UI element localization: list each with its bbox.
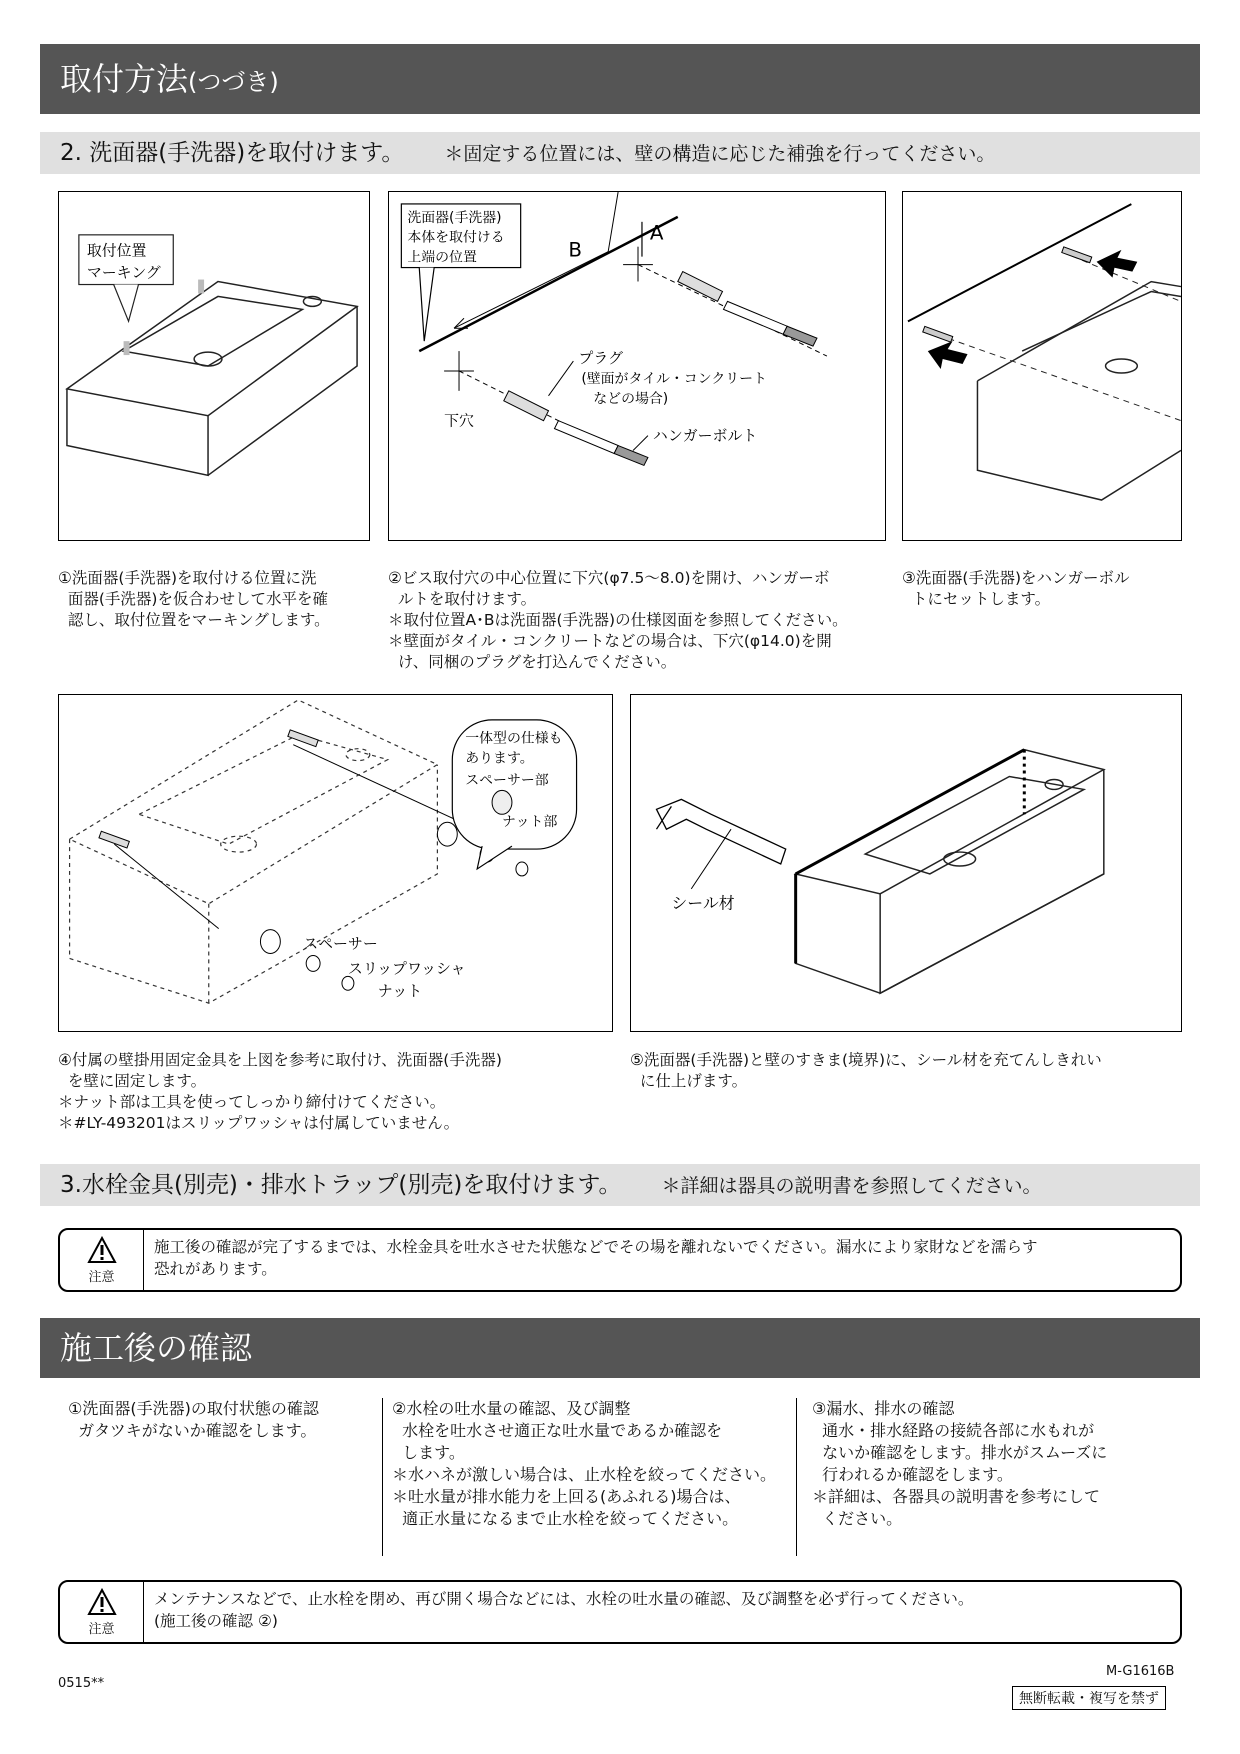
column-divider-2	[796, 1398, 797, 1556]
set-basin-illustration	[903, 192, 1181, 540]
figure-1-marking	[58, 191, 370, 541]
dimension-b-label: B	[568, 238, 583, 262]
plug-label: プラグ	[578, 349, 624, 368]
marking-callout-line2: マーキング	[86, 263, 161, 282]
caption-step-5: ⑤洗面器(手洗器)と壁のすきま(境界)に、シール材を充てんしきれい に仕上げます。	[630, 1051, 1102, 1090]
position-callout-line1: 洗面器(手洗器)	[407, 209, 502, 226]
spacer-label: スペーサー	[303, 934, 378, 953]
figure-2-hanger-bolt	[388, 191, 886, 541]
nut-part-label: ナット部	[502, 814, 558, 831]
header2-title: 施工後の確認	[60, 1329, 253, 1367]
section-header-installation	[40, 44, 1200, 114]
section2-bar	[40, 132, 1200, 174]
warning-triangle-icon	[87, 1588, 117, 1616]
check-column-2: ②水栓の吐水量の確認、及び調整 水栓を吐水させ適正な吐水量であるか確認を します。 ＊水ハネが激しい場合は、止水栓を絞ってください。 ＊吐水量が排水能力を上回る(あふれる)場合は、 適正水量になるまで止水栓を絞ってください。	[392, 1399, 777, 1528]
caption-step-1: ①洗面器(手洗器)を取付ける位置に洗 面器(手洗器)を仮合わせして水平を確 認し、取付位置をマーキングします。	[58, 569, 330, 629]
bubble-line1: 一体型の仕様も	[465, 730, 563, 747]
dimension-a-label: A	[649, 221, 664, 245]
figure-3-set-basin	[902, 191, 1182, 541]
section3-title: 3.水栓金具(別売)・排水トラップ(別売)を取付けます。	[60, 1172, 622, 1198]
section2-note: ＊固定する位置には、壁の構造に応じた補強を行ってください。	[444, 143, 996, 165]
check-column-3: ③漏水、排水の確認 通水・排水経路の接続各部に水もれが ないか確認をします。排水がスムーズに 行われるか確認をします。 ＊詳細は、各器具の説明書を参考にして ください。	[812, 1399, 1108, 1528]
fixing-hardware-illustration	[59, 695, 612, 1031]
figure-5-sealant	[630, 694, 1182, 1032]
position-callout-line3: 上端の位置	[407, 249, 477, 266]
figure-4-fixing	[58, 694, 613, 1032]
nut-label: ナット	[377, 982, 423, 1001]
sealant-illustration	[631, 695, 1181, 1031]
bubble-line2: あります。	[465, 750, 534, 767]
caution-box-2	[58, 1580, 1182, 1644]
warning-triangle-icon	[87, 1236, 117, 1264]
caution-box-1	[58, 1228, 1182, 1292]
header-subtitle: (つづき)	[188, 68, 279, 96]
section-header-check	[40, 1318, 1200, 1378]
footer-code-left: 0515**	[58, 1676, 105, 1691]
caution-text-2: メンテナンスなどで、止水栓を閉め、再び開く場合などには、水栓の吐水量の確認、及び調整を必ず行ってください。 (施工後の確認 ②)	[154, 1590, 974, 1630]
spacer-part-label: スペーサー部	[465, 772, 549, 789]
section3-bar	[40, 1164, 1200, 1206]
footer-copyright: 無断転載・複写を禁ず	[1012, 1686, 1166, 1710]
hanger-bolt-label: ハンガーボルト	[652, 426, 758, 445]
header-title: 取付方法	[60, 60, 189, 98]
section3-note: ＊詳細は器具の説明書を参照してください。	[661, 1175, 1042, 1197]
caption-step-2: ②ビス取付穴の中心位置に下穴(φ7.5～8.0)を開け、ハンガーボ ルトを取付けます。 ＊取付位置A･Bは洗面器(手洗器)の仕様図面を参照してください。 ＊壁面がタイル・コンクリートなどの場合は、下穴(φ14.0)を開 け、同梱のプラグを打込んでください。	[388, 569, 848, 671]
washer-label: スリップワッシャ	[347, 959, 466, 978]
check-column-1: ①洗面器(手洗器)の取付状態の確認 ガタツキがないか確認をします。	[68, 1399, 319, 1440]
caution-icon-box	[60, 1230, 144, 1290]
marking-callout-line1: 取付位置	[86, 241, 147, 260]
caption-step-4: ④付属の壁掛用固定金具を上図を参考に取付け、洗面器(手洗器) を壁に固定します。 ＊ナット部は工具を使ってしっかり締付けてください。 ＊#LY-493201はスリップワッシャは付属していません。	[58, 1051, 502, 1132]
plug-note-line1: (壁面がタイル・コンクリート	[581, 370, 767, 387]
hole-label: 下穴	[444, 411, 474, 430]
section2-title: 2. 洗面器(手洗器)を取付けます。	[60, 140, 405, 166]
basin-marking-illustration	[59, 192, 369, 540]
caution-label: 注意	[88, 1269, 115, 1285]
plug-note-line2: などの場合)	[593, 390, 669, 407]
hanger-bolt-illustration	[389, 192, 885, 540]
sealant-label: シール材	[671, 893, 735, 913]
column-divider-1	[382, 1398, 383, 1556]
footer-doc-number: M-G1616B	[1106, 1664, 1175, 1679]
caution-label-2: 注意	[88, 1621, 115, 1637]
caution-text-1: 施工後の確認が完了するまでは、水栓金具を吐水させた状態などでその場を離れないでください。漏水により家財などを濡らす 恐れがあります。	[154, 1238, 1038, 1278]
position-callout-line2: 本体を取付ける	[407, 229, 505, 246]
caption-step-3: ③洗面器(手洗器)をハンガーボル トにセットします。	[902, 569, 1130, 608]
caution-icon-box-2	[60, 1582, 144, 1642]
